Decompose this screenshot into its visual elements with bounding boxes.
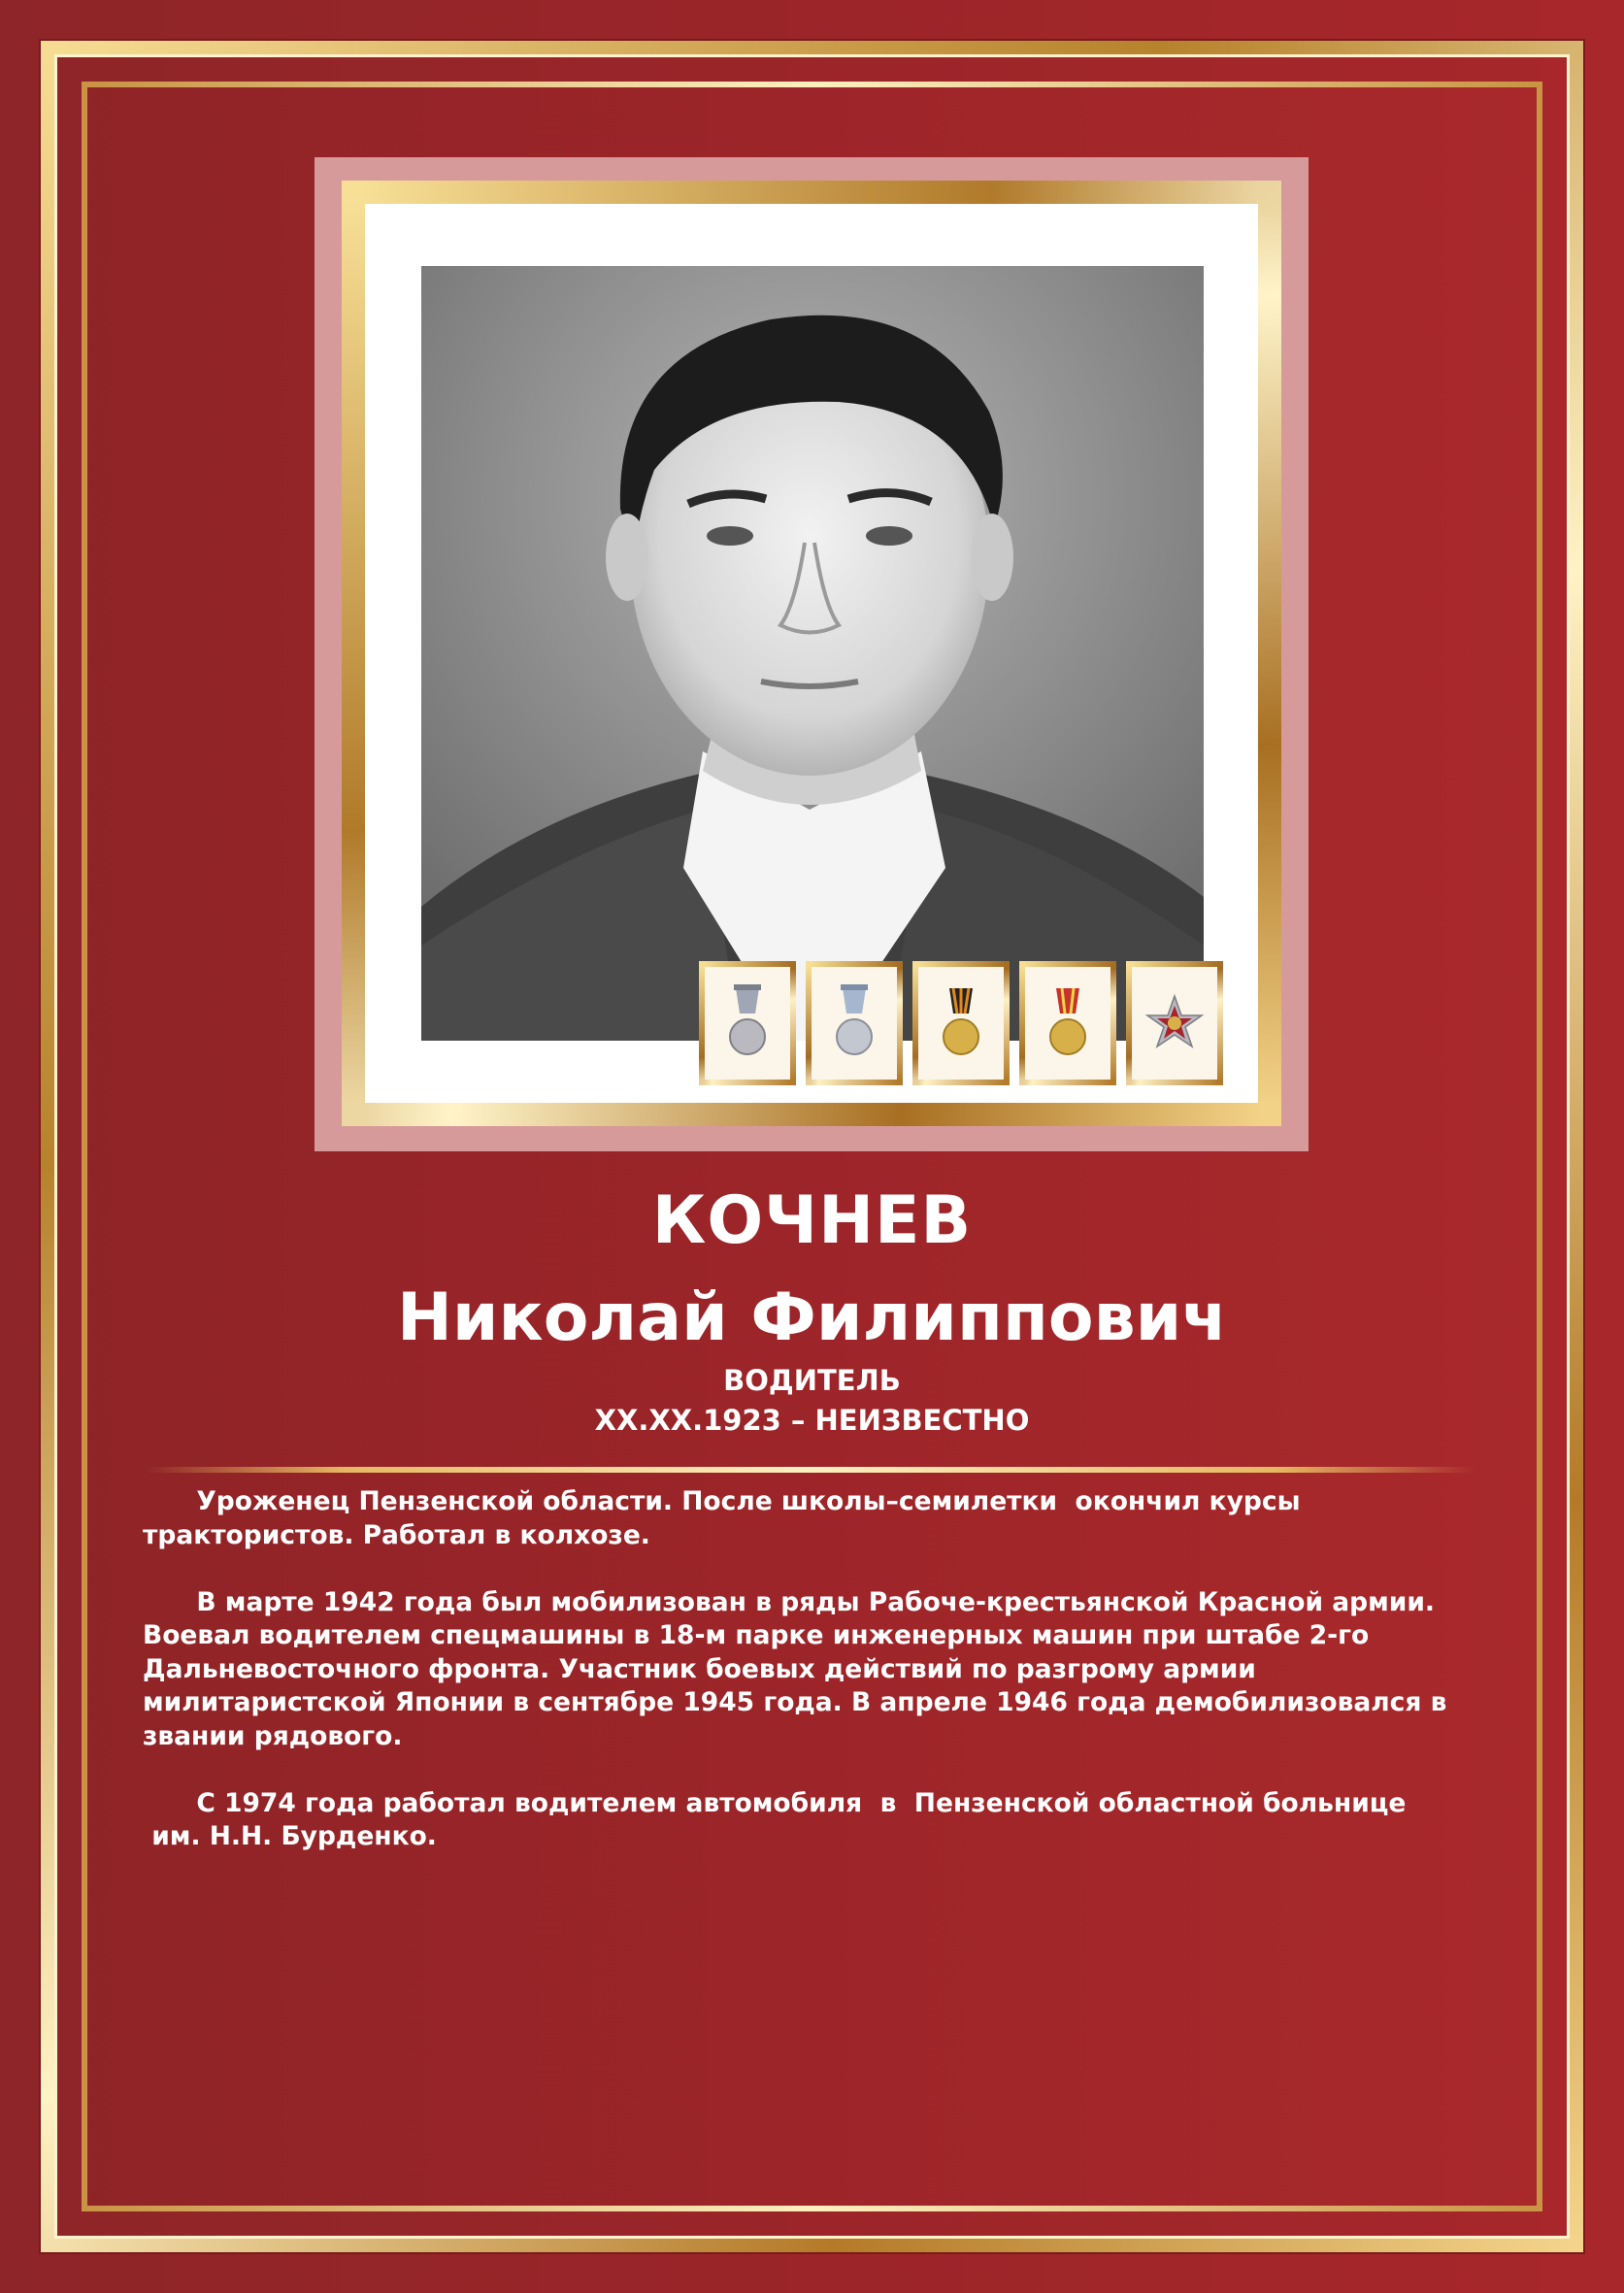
biography <box>143 1485 1482 1887</box>
life-dates: XX.XX.1923 – НЕИЗВЕСТНО <box>594 1404 1030 1437</box>
medal-victory-over-japan-icon <box>1019 961 1116 1085</box>
bio-paragraph-2: В марте 1942 года был мобилизован в ряды Рабоче-крестьянской Красной армии. Воевал водителем спецмашины в 18-м парке инженерных машин при штабе 2-го Дальневосточного фронта. Участник боевых действий по разгрому армии милитаристской Японии в сентябре 1945 года. В апреле 1946 года демобилизовался в звании рядового. <box>143 1586 1456 1751</box>
medal-victory-over-germany-icon <box>912 961 1010 1085</box>
bio-paragraph-1: Уроженец Пензенской области. После школы–семилетки окончил курсы трактористов. Работал в колхозе. <box>143 1486 1309 1550</box>
medal-for-military-merit-icon <box>806 961 903 1085</box>
bio-paragraph-3: С 1974 года работал водителем автомобиля в Пензенской областной больнице им. Н.Н. Бурденко. <box>151 1787 1407 1851</box>
portrait-illustration <box>421 266 1204 1041</box>
gold-divider <box>146 1467 1475 1473</box>
role: ВОДИТЕЛЬ <box>723 1364 901 1397</box>
given-names: Николай Филиппович <box>396 1279 1227 1356</box>
portrait-photo <box>421 266 1204 1041</box>
order-patriotic-war-icon <box>1126 961 1223 1085</box>
medal-row <box>699 961 1223 1087</box>
medal-for-courage-icon <box>699 961 796 1085</box>
surname: КОЧНЕВ <box>651 1182 973 1259</box>
